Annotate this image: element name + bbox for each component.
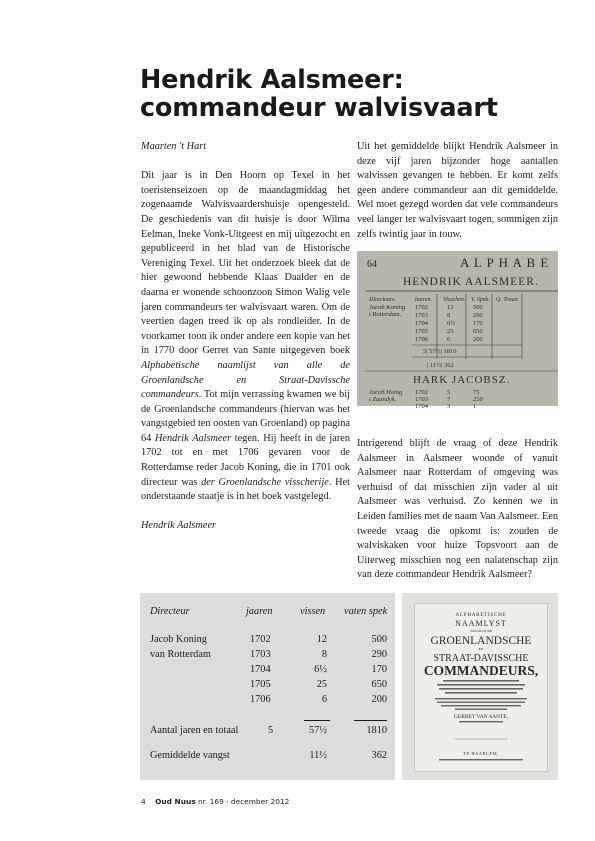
tp-line-3: VAN ALLE DE [469,629,493,633]
paragraph-question: Intrigerend blijft de vraag of deze Hendrik Aalsmeer in Aalsmeer woonde of vanuit Aalsmeer naar Rotterdam of omgeving was verhuisd of dat misschien zijn vader al uit Aalsmeer was verhuisd. Zo kennen we in Leiden families met de naam Van Aalsmeer. Een tweede vraag die opkomt is: zouden de walviskaken voor huize Topsvoort aan de Uiterweg misschien nog een nalatenschap zijn van deze commandeur Hendrik Aalsmeer? [357,438,558,581]
scan-col-jaaren: Jaaren. [414,297,432,303]
scan-spek2: 1 [473,403,477,410]
tp-line-4: GROENLANDSCHE [430,635,532,647]
directorate-italic: der Groenlandsche visscherije [201,476,329,488]
table-reder-line2: van Rotterdam [150,649,211,660]
paragraph-intro [141,169,350,505]
table-header-jaaren: jaaren [246,606,273,617]
text-run: . Het onderstaande staatje is in het boek vastgelegd. [141,476,350,503]
footer-magazine: Oud Nuus [155,797,196,806]
page-footer [141,797,289,806]
table-avg-fish: 11½ [309,750,327,761]
scan-year2: 1702 [415,389,428,396]
scan-year2: 1704 [415,403,428,410]
tp-line-9: TE HAARLEM, [463,751,499,756]
scan-spek2: 250 [473,396,483,403]
scan-year: 1704 [415,320,428,327]
column-right-top [357,140,558,242]
tp-line-2: NAAMLYST [455,619,507,628]
paragraph-average: Uit het gemiddelde blijkt Hendrik Aalsmeer in deze vijf jaren bijzonder hoge aantallen walvissen gevangen te hebben. Er komt zelfs geen andere commandeur aan dit gemiddelde. Wel moet gezegd worden dat vele commandeurs veel langer ter walvisvaart togen, sommigen zijn zelfs twintig jaar in touw. [357,141,558,240]
fish-sum-rule [304,720,330,721]
table-row-spek: 500 [371,634,387,645]
scan-fish: 12 [447,304,454,311]
scan-year: 1702 [415,304,428,311]
table-row-spek: 170 [371,664,387,675]
scan-reder2-1: Jacob Honig [369,389,403,396]
table-total-years: 5 [268,725,274,736]
scan-fish2: 7 [447,396,451,403]
title-line-1: Hendrik Aalsmeer: [140,65,404,95]
scan-reder-1: Jacob Koning [369,304,406,311]
table-row-fish: 8 [321,649,327,660]
scan-header: A L P H A B E [460,255,550,270]
scan-fish: 6 [447,336,451,343]
table-row-spek: 200 [371,694,387,705]
scan-year2: 1703 [415,396,428,403]
scan-fish: 6½ [447,320,456,327]
scan-spek2: 75 [473,389,480,396]
table-row-year: 1706 [250,694,271,705]
name-italic: Hendrik Aalsmeer [154,432,232,444]
table-total-label: Aantal jaren en totaal [150,725,239,736]
book-title: Alphabetische naamlijst van alle de Groenlandsche en Straat-Davissche commandeurs [141,359,350,401]
scan-col-vatenspek: V. Spek. [471,297,490,303]
column-right-bottom [357,437,558,583]
book-page-scan [357,251,558,410]
scan-page-number: 64 [367,259,377,270]
scan-fish: 25 [447,328,454,335]
scan-col-vissen: Visschen. [443,297,466,303]
scan-year: 1706 [415,336,428,343]
scan-spek: 170 [473,320,483,327]
table-header-directeur: Directeur [150,606,190,617]
table-row-year: 1702 [250,634,271,645]
scan-reder2-2: t Zaandyk. [369,396,397,403]
catch-table [140,593,395,780]
table-header-vatenspek: vaten spek [344,606,388,617]
tp-line-7: COMMANDEURS, [423,663,539,678]
scan-col-qtraan: Q. Traan. [496,297,520,303]
scan-total: 5| 57½| 1810 [423,348,457,355]
text-run: . Tot mijn verrassing kwamen we bij de Groenlandsche commandeurs (hiervan was het vangstgebied ten oosten van Groenland) op pagina 64 [141,389,350,444]
tp-line-1: ALPHABETISCHE [455,613,507,618]
article-title [140,66,560,122]
table-row-year: 1704 [250,664,271,675]
table-header-vissen: vissen [300,606,326,617]
scan-spek: 650 [473,328,483,335]
table-row-spek: 290 [371,649,387,660]
scan-name-2: HARK JACOBSZ. [413,374,511,386]
table-caption: Hendrik Aalsmeer [141,520,217,532]
table-avg-spek: 362 [371,750,387,761]
scan-col-directeurs: Directeurs. [369,297,396,303]
table-row-fish: 6 [321,694,327,705]
scan-fish2: 3 [447,403,451,410]
table-avg-label: Gemiddelde vangst [150,750,230,761]
book-title-page-scan [402,593,558,780]
scan-spek: 200 [473,336,483,343]
scan-name-1: HENDRIK AALSMEER. [403,276,539,288]
table-row-year: 1703 [250,649,271,660]
table-row-fish: 6½ [314,664,327,675]
table-row-year: 1705 [250,679,271,690]
table-row-fish: 25 [316,679,327,690]
scan-average: | 11½| 362 [427,362,454,369]
scan-spek: 290 [473,312,483,319]
scan-fish: 8 [447,312,451,319]
footer-page-number: 4 [141,797,146,806]
scan-year: 1703 [415,312,428,319]
title-page [414,603,548,772]
text-run: tegen. Hij heeft in de jaren 1702 tot en met 1706 gevaren voor de Rotterdamse reder Jacob Koning, die in 1701 ook directeur was [141,432,350,488]
table-total-spek: 1810 [366,725,387,736]
spek-sum-rule [354,720,387,721]
scan-fish2: 5 [447,389,451,396]
table-row-spek: 650 [371,679,387,690]
table-total-fish: 57½ [308,725,327,736]
table-reder-line1: Jacob Koning [150,634,207,645]
tp-line-6: STRAAT-DAVISSCHE [433,653,529,664]
scan-reder-2: t Rotterdam. [369,311,402,318]
scan-spek: 500 [473,304,483,311]
text-run: Dit jaar is in Den Hoorn op Texel in het toeristenseizoen op de maandagmiddag het zogenaamde Walvisvaardershuisje opengesteld. De geschiedenis van dit huisje is door Wilma Eelman, Ineke Vonk-Uitgeest en mij uitgezocht en gepubliceerd in het blad van de Historische Vereniging Texel. Uit het onderzoek bleek dat de hier gewoond hebbende Klaas Daalder en de daarna er wonende schoonzoon Simon Walig vele jaren commandeurs ter walvisvaart waren. Om de veertien dagen treed ik op als rondleider. In de voorkamer toon ik onder andere een kopie van het in 1770 door Gerret van Sante uitgegeven boek [141,170,350,357]
column-left [141,140,350,534]
tp-line-5: EN [478,647,484,651]
tp-line-8: GERRET VAN SANTE, [453,714,509,720]
title-line-2: commandeur walvisvaart [140,93,498,123]
table-row-fish: 12 [316,634,327,645]
byline: Maarten 't Hart [141,141,207,152]
footer-issue: nr. 169 · december 2012 [197,797,290,806]
scan-year: 1705 [415,328,428,335]
